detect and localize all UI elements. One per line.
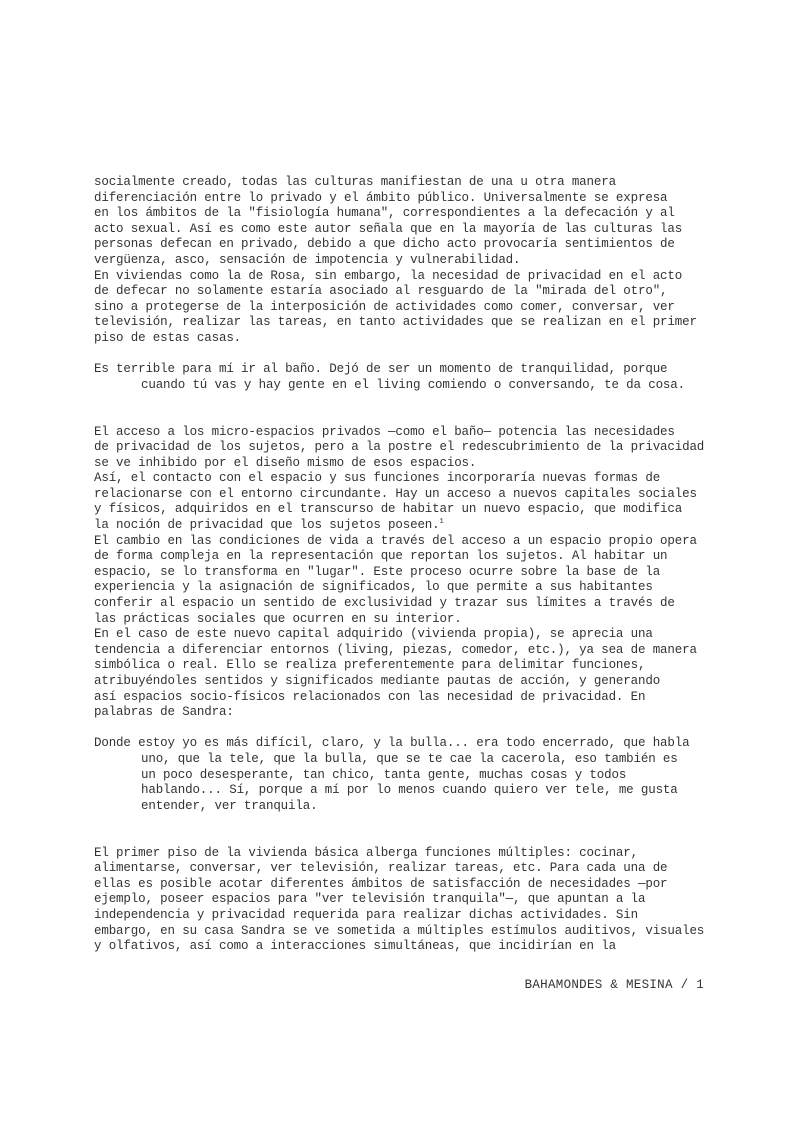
- text-line: en los ámbitos de la "fisiología humana", correspondientes a la defecación y al: [94, 206, 675, 221]
- text-line: se ve inhibido por el diseño mismo de esos espacios.: [94, 455, 477, 470]
- text-line: En viviendas como la de Rosa, sin embargo, la necesidad de privacidad en el acto: [94, 268, 683, 283]
- text-line: atribuyéndoles sentidos y significados mediante pautas de acción, y generando: [94, 674, 661, 688]
- text-line: El acceso a los micro-espacios privados —como el baño— potencia las necesidades: [94, 424, 675, 439]
- text-line: simbólica o real. Ello se realiza preferentemente para delimitar funciones,: [94, 658, 646, 673]
- text-line: las prácticas sociales que ocurren en su interior.: [94, 611, 462, 626]
- text-line: palabras de Sandra:: [94, 705, 234, 720]
- text-line: relacionarse con el entorno circundante. Hay un acceso a nuevos capitales sociales: [94, 486, 697, 501]
- text-line: y olfativos, así como a interacciones simultáneas, que incidirían en la: [94, 939, 616, 954]
- paragraph-3: [94, 846, 714, 955]
- text-line: El primer piso de la vivienda básica alberga funciones múltiples: cocinar,: [94, 845, 638, 860]
- page-footer: BAHAMONDES & MESINA / 1: [524, 978, 704, 992]
- text-line: ellas es posible acotar diferentes ámbitos de satisfacción de necesidades —por: [94, 876, 668, 891]
- body-text: [94, 175, 714, 955]
- text-line: de privacidad de los sujetos, pero a la postre el redescubrimiento de la privacidad: [94, 440, 705, 455]
- quote-line: entender, ver tranquila.: [141, 798, 318, 813]
- text-line: personas defecan en privado, debido a que dicho acto provocaría sentimientos de: [94, 237, 675, 252]
- text-line: acto sexual. Así es como este autor señala que en la mayoría de las culturas las: [94, 221, 683, 236]
- text-line: y físicos, adquiridos en el transcurso de habitar un nuevo espacio, que modifica: [94, 502, 683, 517]
- text-line: Así, el contacto con el espacio y sus funciones incorporaría nuevas formas de: [94, 471, 661, 486]
- text-line: de defecar no solamente estaría asociado al resguardo de la "mirada del otro",: [94, 284, 668, 299]
- paragraph-1: [94, 175, 714, 347]
- text-span: la noción de privacidad que los sujetos poseen.: [94, 518, 440, 533]
- block-quote-1: [94, 362, 714, 393]
- quote-line: un poco desesperante, tan chico, tanta gente, muchas cosas y todos: [141, 767, 627, 782]
- text-line: diferenciación entre lo privado y el ámbito público. Universalmente se expresa: [94, 190, 668, 205]
- text-line: de forma compleja en la representación que reportan los sujetos. Al habitar un: [94, 549, 668, 564]
- quote-line: Es terrible para mí ir al baño. Dejó de ser un momento de tranquilidad, porque: [94, 362, 668, 377]
- quote-line: hablando... Sí, porque a mí por lo menos cuando quiero ver tele, me gusta: [141, 783, 678, 798]
- text-line: [94, 518, 714, 534]
- text-line: experiencia y la asignación de significados, lo que permite a sus habitantes: [94, 580, 653, 595]
- quote-line: uno, que la tele, que la bulla, que se te cae la cacerola, eso también es: [141, 751, 678, 766]
- text-line: sino a protegerse de la interposición de actividades como comer, conversar, ver: [94, 299, 675, 314]
- text-line: alimentarse, conversar, ver televisión, realizar tareas, etc. Para cada una de: [94, 861, 668, 876]
- text-line: espacio, se lo transforma en "lugar". Este proceso ocurre sobre la base de la: [94, 564, 661, 579]
- quote-line: Donde estoy yo es más difícil, claro, y la bulla... era todo encerrado, que habla: [94, 736, 690, 751]
- text-line: independencia y privacidad requerida para realizar dichas actividades. Sin: [94, 907, 638, 922]
- text-line: socialmente creado, todas las culturas manifiestan de una u otra manera: [94, 175, 616, 189]
- text-line: tendencia a diferenciar entornos (living, piezas, comedor, etc.), ya sea de manera: [94, 642, 697, 657]
- block-quote-2: [94, 736, 714, 814]
- text-line: El cambio en las condiciones de vida a través del acceso a un espacio propio opera: [94, 533, 697, 548]
- text-line: En el caso de este nuevo capital adquirido (vivienda propia), se aprecia una: [94, 627, 653, 642]
- text-line: piso de estas casas.: [94, 330, 242, 345]
- text-line: ejemplo, poseer espacios para "ver televisión tranquila"—, que apuntan a la: [94, 892, 646, 907]
- text-line: televisión, realizar las tareas, en tanto actividades que se realizan en el primer: [94, 315, 697, 330]
- text-line: conferir al espacio un sentido de exclusividad y trazar sus límites a través de: [94, 596, 675, 611]
- text-line: así espacios socio-físicos relacionados con las necesidad de privacidad. En: [94, 689, 646, 704]
- paragraph-2: [94, 425, 714, 721]
- text-line: vergüenza, asco, sensación de impotencia y vulnerabilidad.: [94, 252, 521, 267]
- footnote-marker[interactable]: 1: [439, 517, 444, 526]
- text-line: embargo, en su casa Sandra se ve sometida a múltiples estímulos auditivos, visuales: [94, 923, 705, 938]
- quote-line: cuando tú vas y hay gente en el living comiendo o conversando, te da cosa.: [141, 377, 685, 392]
